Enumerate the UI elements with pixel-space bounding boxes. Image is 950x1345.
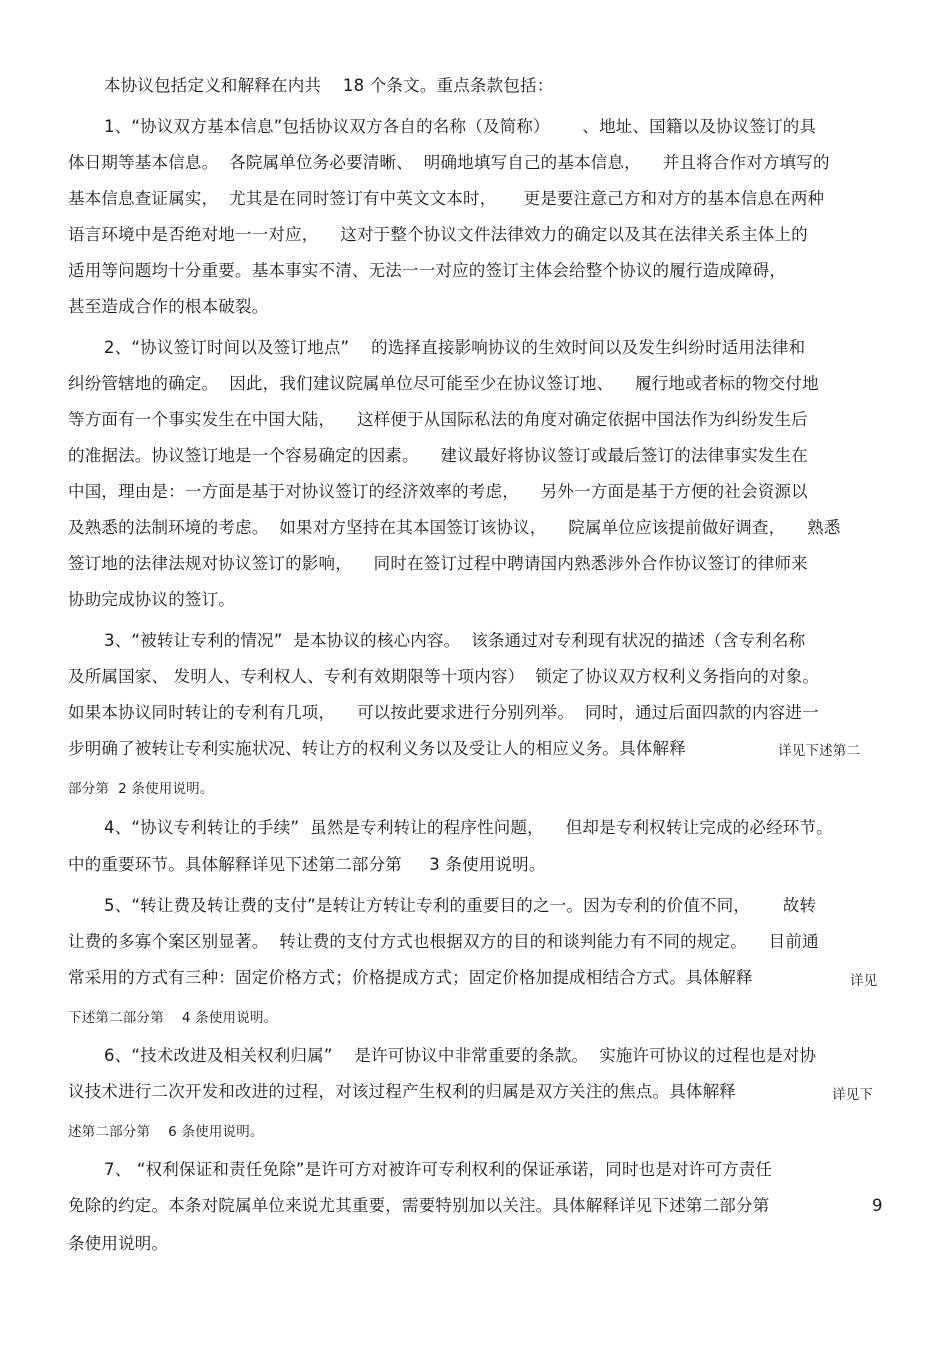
clause-3-line: 3、“被转让专利的情况” 是本协议的核心内容。 该条通过对专利现有状况的描述（含专利名称 xyxy=(104,631,806,650)
clause-4-line: 4、“协议专利转让的手续” 虽然是专利转让的程序性问题， 但却是专利权转让完成的必经环节。 xyxy=(104,818,833,837)
clause-2-line: 等方面有一个事实发生在中国大陆， 这样便于从国际私法的角度对确定依据中国法作为纠纷发生后 xyxy=(68,410,808,429)
clause-5-line: 让费的多寡个案区别显著。 转让费的支付方式也根据双方的目的和谈判能力有不同的规定。 目前通 xyxy=(68,932,819,951)
clause-3-line: 如果本协议同时转让的专利有几项， 可以按此要求进行分别列举。 同时，通过后面四款的内容进一 xyxy=(68,703,819,722)
clause-2-line: 2、“协议签订时间以及签订地点” 的选择直接影响协议的生效时间以及发生纠纷时适用法律和 xyxy=(104,338,806,357)
clause-5-line: 5、“转让费及转让费的支付”是转让方转让专利的重要目的之一。因为专利的价值不同， 故转 xyxy=(104,896,817,915)
clause-5-line: 下述第二部分第 4 条使用说明。 xyxy=(68,1010,278,1026)
clause-5-line: 常采用的方式有三种：固定价格方式；价格提成方式；固定价格加提成相结合方式。具体解释 xyxy=(68,968,753,987)
clause-6-line: 6、“技术改进及相关权利归属” 是许可协议中非常重要的条款。 实施许可协议的过程也是对协 xyxy=(104,1046,817,1065)
clause-1-line: 语言环境中是否绝对地一一对应， 这对于整个协议文件法律效力的确定以及其在法律关系主体上的 xyxy=(68,225,808,244)
clause-1-line: 体日期等基本信息。 各院属单位务必要清晰、 明确地填写自己的基本信息， 并且将合作对方填写的 xyxy=(68,153,830,172)
clause-1-line: 适用等问题均十分重要。基本事实不清、无法一一对应的签订主体会给整个协议的履行造成障碍， xyxy=(68,261,787,280)
clause-2-line: 签订地的法律法规对协议签订的影响， 同时在签订过程中聘请国内熟悉涉外合作协议签订的律师来 xyxy=(68,554,808,573)
clause-6-line: 述第二部分第 6 条使用说明。 xyxy=(68,1124,264,1140)
clause-1-line: 1、“协议双方基本信息”包括协议双方各自的名称（及简称） 、地址、国籍以及协议签订的具 xyxy=(104,117,817,136)
intro-line: 本协议包括定义和解释在内共 18 个条文。重点条款包括： xyxy=(104,76,554,95)
clause-2-line: 的准据法。协议签订地是一个容易确定的因素。 建议最好将协议签订或最后签订的法律事实发生在 xyxy=(68,446,808,465)
clause-2-line: 及熟悉的法制环境的考虑。 如果对方坚持在其本国签订该协议， 院属单位应该提前做好调查， 熟悉 xyxy=(68,518,841,537)
clause-3-line: 步明确了被转让专利实施状况、转让方的权利义务以及受让人的相应义务。具体解释 xyxy=(68,739,686,758)
clause-6-line: 议技术进行二次开发和改进的过程，对该过程产生权利的归属是双方关注的焦点。具体解释 xyxy=(68,1082,736,1101)
clause-7-line: 7、 “权利保证和责任免除”是许可方对被许可专利权利的保证承诺，同时也是对许可方责任 xyxy=(104,1160,773,1179)
clause-3-line: 部分第 2 条使用说明。 xyxy=(68,781,214,797)
clause-3-line: 详见下述第二 xyxy=(778,743,861,759)
clause-3-line: 及所属国家、 发明人、专利权人、专利有效期限等十项内容） 锁定了协议双方权利义务指向的对象。 xyxy=(68,667,820,686)
clause-7-line: 免除的约定。本条对院属单位来说尤其重要，需要特别加以关注。具体解释详见下述第二部分第 xyxy=(68,1196,770,1215)
clause-2-line: 协助完成协议的签订。 xyxy=(68,590,235,609)
clause-2-line: 中国，理由是：一方面是基于对协议签订的经济效率的考虑， 另外一方面是基于方便的社会资源以 xyxy=(68,482,808,501)
clause-6-line: 详见下 xyxy=(832,1087,874,1103)
clause-5-line: 详见 xyxy=(850,973,878,989)
clause-1-line: 甚至造成合作的根本破裂。 xyxy=(68,297,269,316)
clause-2-line: 纠纷管辖地的确定。 因此，我们建议院属单位尽可能至少在协议签订地、 履行地或者标的物交付地 xyxy=(68,374,819,393)
clause-7-line: 9 xyxy=(872,1196,883,1215)
clause-7-line: 条使用说明。 xyxy=(68,1234,169,1253)
clause-4-line: 中的重要环节。具体解释详见下述第二部分第 3 条使用说明。 xyxy=(68,855,546,874)
clause-1-line: 基本信息查证属实， 尤其是在同时签订有中英文文本时， 更是要注意己方和对方的基本信息在两种 xyxy=(68,189,825,208)
